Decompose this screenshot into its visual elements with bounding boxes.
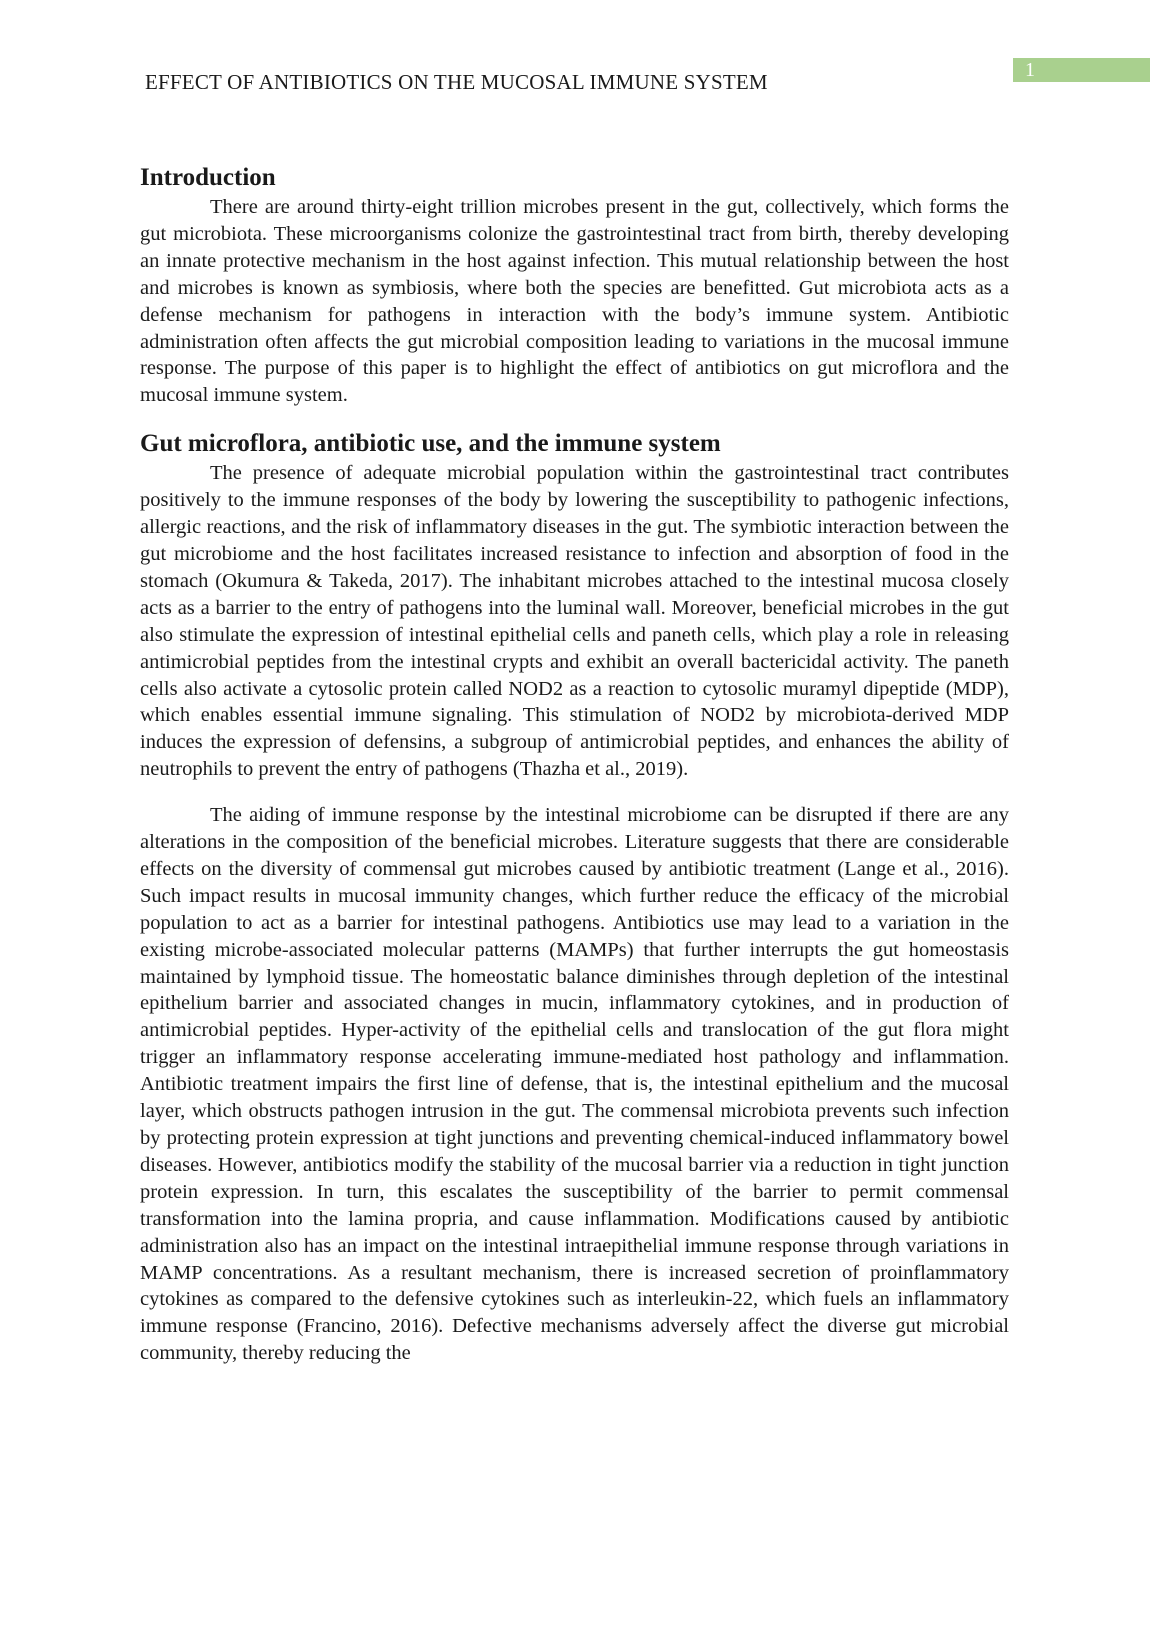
running-header-title: EFFECT OF ANTIBIOTICS ON THE MUCOSAL IMMUNE SYSTEM: [145, 70, 768, 94]
introduction-paragraph: There are around thirty-eight trillion microbes present in the gut, collectively, which forms the gut microbiota. These microorganisms colonize the gastrointestinal tract from birth, thereby developing an innate protective mechanism in the host against infection. This mutual relationship between the host and microbes is known as symbiosis, where both the species are benefitted. Gut microbiota acts as a defense mechanism for pathogens in interaction with the body’s immune system. Antibiotic administration often affects the gut microbial composition leading to variations in the mucosal immune response. The purpose of this paper is to highlight the effect of antibiotics on gut microflora and the mucosal immune system.: [140, 196, 1009, 407]
section-heading-gut-microflora: Gut microflora, antibiotic use, and the immune system: [140, 430, 721, 458]
gut-microflora-paragraph-2: The aiding of immune response by the intestinal microbiome can be disrupted if there are any alterations in the composition of the beneficial microbes. Literature suggests that there are considerable effects on the diversity of commensal gut microbes caused by antibiotic treatment (Lange et al., 2016). Such impact results in mucosal immunity changes, which further reduce the efficacy of the microbial population to act as a barrier for intestinal pathogens. Antibiotics use may lead to a variation in the existing microbe-associated molecular patterns (MAMPs) that further interrupts the gut homeostasis maintained by lymphoid tissue. The homeostatic balance diminishes through depletion of the intestinal epithelium barrier and associated changes in mucin, inflammatory cytokines, and in production of antimicrobial peptides. Hyper-activity of the epithelial cells and translocation of the gut flora might trigger an inflammatory response accelerating immune-mediated host pathology and inflammation. Antibiotic treatment impairs the first line of defense, that is, the intestinal epithelium and the mucosal layer, which obstructs pathogen intrusion in the gut. The commensal microbiota prevents such infection by protecting protein expression at tight junctions and preventing chemical-induced inflammatory bowel diseases. However, antibiotics modify the stability of the mucosal barrier via a reduction in tight junction protein expression. In turn, this escalates the susceptibility of the barrier to permit commensal transformation into the lamina propria, and cause inflammation. Modifications caused by antibiotic administration also has an impact on the intestinal intraepithelial immune response through variations in MAMP concentrations. As a resultant mechanism, there is increased secretion of proinflammatory cytokines as compared to the defensive cytokines such as interleukin-22, which fuels an inflammatory immune response (Francino, 2016). Defective mechanisms adversely affect the diverse gut microbial community, thereby reducing the: [140, 804, 1009, 1365]
gut-microflora-paragraph-1: The presence of adequate microbial population within the gastrointestinal tract contributes positively to the immune responses of the body by lowering the susceptibility to pathogenic infections, allergic reactions, and the risk of inflammatory diseases in the gut. The symbiotic interaction between the gut microbiome and the host facilitates increased resistance to infection and absorption of food in the stomach (Okumura & Takeda, 2017). The inhabitant microbes attached to the intestinal mucosa closely acts as a barrier to the entry of pathogens into the luminal wall. Moreover, beneficial microbes in the gut also stimulate the expression of intestinal epithelial cells and paneth cells, which play a role in releasing antimicrobial peptides from the intestinal crypts and exhibit an overall bactericidal activity. The paneth cells also activate a cytosolic protein called NOD2 as a reaction to cytosolic muramyl dipeptide (MDP), which enables essential immune signaling. This stimulation of NOD2 by microbiota-derived MDP induces the expression of defensins, a subgroup of antimicrobial peptides, and enhances the ability of neutrophils to prevent the entry of pathogens (Thazha et al., 2019).: [140, 462, 1009, 781]
document-body: [140, 162, 1009, 1367]
page-number: 1: [1013, 58, 1150, 82]
section-heading-introduction: Introduction: [140, 164, 276, 191]
